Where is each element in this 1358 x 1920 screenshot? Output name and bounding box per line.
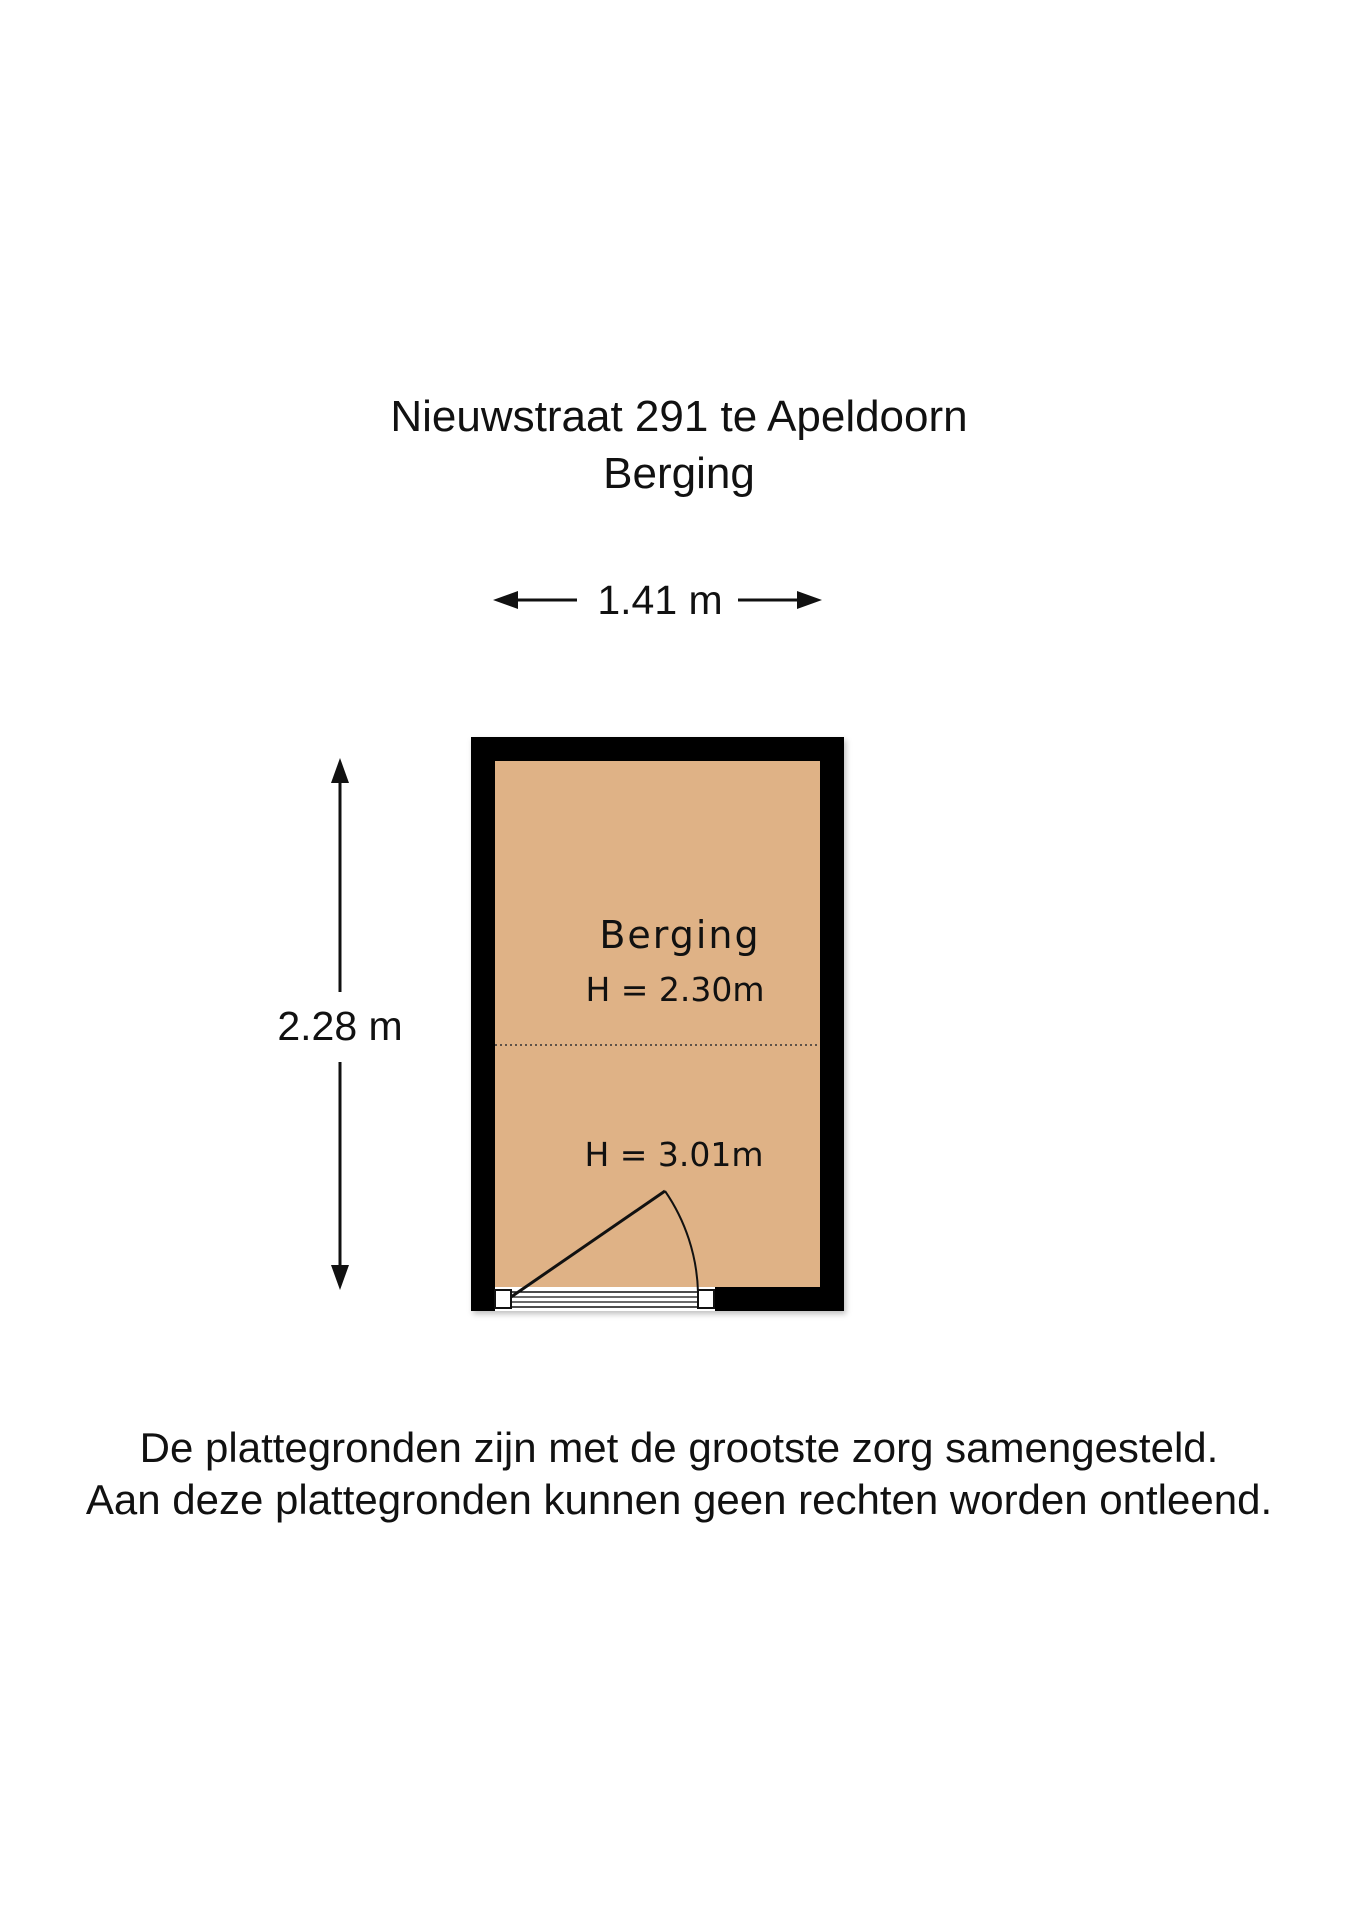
- room-height-lower: H = 3.01m: [584, 1135, 764, 1174]
- disclaimer-line-1: De plattegronden zijn met de grootste zorg samengesteld.: [139, 1424, 1219, 1471]
- width-arrow-left-head: [493, 591, 518, 609]
- disclaimer: [0, 1422, 1358, 1526]
- height-dimension: [277, 758, 402, 1290]
- room-berging: [471, 737, 844, 1311]
- door-jamb-right: [698, 1290, 714, 1308]
- room-height-upper: H = 2.30m: [585, 970, 765, 1009]
- height-arrow-top-head: [331, 758, 349, 783]
- height-arrow-bottom-head: [331, 1265, 349, 1290]
- width-arrow-right-head: [797, 591, 822, 609]
- disclaimer-line-2: Aan deze plattegronden kunnen geen rechten worden ontleend.: [85, 1476, 1273, 1523]
- width-label: 1.41 m: [597, 577, 723, 623]
- room-name: Berging: [599, 913, 761, 957]
- height-label: 2.28 m: [277, 1003, 403, 1049]
- door-jamb-left: [495, 1290, 511, 1308]
- width-dimension: [493, 577, 822, 623]
- address-title: Nieuwstraat 291 te Apeldoorn: [390, 392, 968, 441]
- room-floor: [495, 761, 820, 1287]
- floor-title: Berging: [603, 449, 755, 498]
